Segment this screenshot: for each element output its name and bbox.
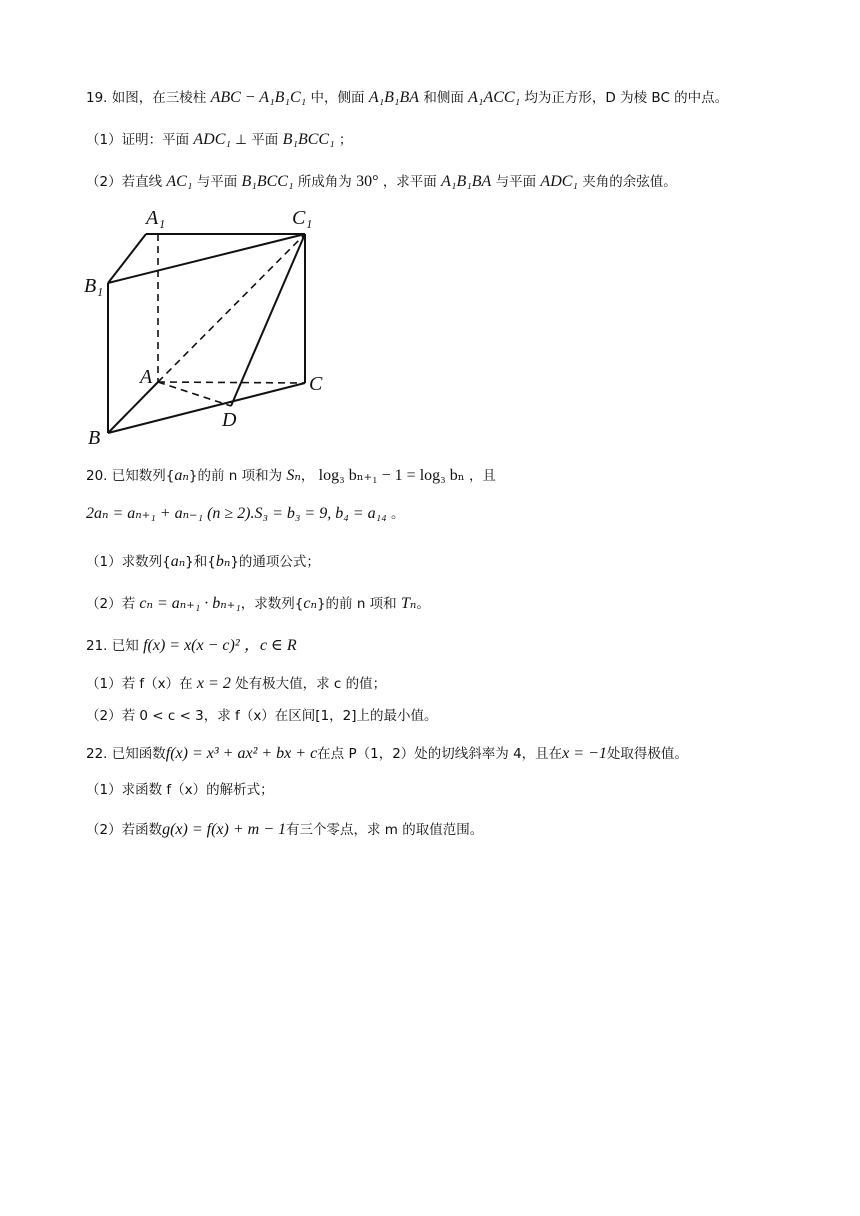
q20-p2-end: 。: [416, 596, 430, 612]
q20-p2-mid2: }的前 n 项和: [316, 596, 397, 612]
q19-p2-mid: 与平面: [196, 174, 238, 190]
q19-stem: [86, 86, 728, 107]
label-D: D: [222, 409, 237, 431]
q19-p1-label: （1）证明：平面: [86, 132, 190, 148]
q20-rec: 2aₙ = aₙ₊₁ + aₙ₋₁ (n ≥ 2).S₃ = b₃ = 9, b₄ = a₁₄: [86, 505, 387, 522]
q20-log-eq: log₃ bₙ₊₁ − 1 = log₃ bₙ: [318, 467, 465, 484]
q19-p2-angle: 30°: [356, 173, 379, 190]
q21-cond: ，c ∈ R: [243, 637, 297, 654]
q19-p2-line: AC₁: [166, 173, 193, 190]
q20-rec-end: 。: [391, 506, 405, 522]
q22-part1: [86, 778, 274, 798]
q21-func: f(x) = x(x − c)²: [143, 637, 240, 654]
q22-part2: [86, 818, 483, 839]
hidden-edge-A-D: [158, 382, 231, 406]
q19-number: 19.: [86, 90, 108, 106]
q21-p1-label: （1）若 f（x）在: [86, 676, 193, 692]
label-B1: B₁: [84, 275, 104, 297]
q22-stem: [86, 742, 688, 763]
q19-p2-with: 与平面: [495, 174, 537, 190]
label-C: C: [309, 373, 323, 395]
q22-p2-label: （2）若函数: [86, 822, 163, 838]
q20-part1: [86, 550, 320, 571]
q21-stem: [86, 632, 297, 655]
q22-p2-end: 有三个零点，求 m 的取值范围。: [286, 822, 484, 838]
label-A1: A₁: [146, 207, 166, 229]
q20-intro-a: 已知数列{: [111, 468, 175, 484]
q19-p2-plane3: A₁B₁BA: [441, 173, 492, 190]
q20-intro-b: }的前 n 项和为: [188, 468, 283, 484]
q20-comma: ，: [300, 468, 315, 484]
prism-figure: [80, 200, 340, 450]
hidden-edge-A-C: [158, 382, 305, 383]
q21-intro: 已知: [111, 638, 139, 654]
q19-prism: ABC − A₁B₁C₁: [210, 89, 307, 106]
q22-p1: （1）求函数 f（x）的解析式；: [86, 782, 274, 798]
q19-face2: A₁ACC₁: [468, 89, 521, 106]
q22-func: f(x) = x³ + ax² + bx + c: [165, 745, 318, 762]
q20-part2: [86, 592, 430, 613]
label-A: A: [140, 366, 153, 388]
q19-p2-end: 夹角的余弦值。: [582, 174, 677, 190]
q20-sum: Sₙ: [286, 467, 301, 484]
q19-intro-a: 如图，在三棱柱: [111, 90, 207, 106]
label-C1: C₁: [292, 207, 313, 229]
q20-p2-c: cₙ = aₙ₊₁ · bₙ₊₁: [139, 595, 241, 612]
q22-mid: 在点 P（1，2）处的切线斜率为 4，且在: [317, 746, 563, 762]
q19-part1: [86, 128, 352, 149]
q22-intro: 已知函数: [111, 746, 166, 762]
q19-part2: [86, 170, 677, 191]
q21-p1-end: 处有极大值，求 c 的值；: [235, 676, 387, 692]
edge-B-C: [108, 383, 305, 433]
q19-intro-c: 和侧面: [423, 90, 464, 106]
q20-p2-T: Tₙ: [400, 595, 417, 612]
q20-seq-a: aₙ: [174, 467, 189, 484]
q20-p2-cn: cₙ: [303, 595, 317, 612]
label-B: B: [88, 427, 101, 449]
q19-p1-plane2: B₁BCC₁: [282, 131, 335, 148]
edge-B1-C1: [108, 234, 305, 283]
edge-B-A: [108, 382, 158, 433]
q19-face1: A₁B₁BA: [368, 89, 420, 106]
q22-p2-g: g(x) = f(x) + m − 1: [162, 821, 286, 838]
q22-number: 22.: [86, 746, 108, 762]
q19-intro-d: 均为正方形，D 为棱 BC 的中点。: [524, 90, 729, 106]
q20-p1-a: aₙ: [170, 553, 186, 570]
q21-p1-x: x = 2: [196, 675, 231, 692]
q22-end: 处取得极值。: [606, 746, 688, 762]
edge-C1-D: [231, 234, 305, 406]
q20-recurrence: [86, 502, 405, 523]
q19-p1-perp: ⊥ 平面: [235, 132, 279, 148]
q20-p1-mid: }和{: [185, 554, 216, 570]
q21-number: 21.: [86, 638, 108, 654]
q20-stem: [86, 464, 496, 485]
q20-p1-label: （1）求数列{: [86, 554, 171, 570]
q21-part2: [86, 704, 438, 724]
q19-p1-plane1: ADC₁: [193, 131, 231, 148]
hidden-edge-A-C1: [158, 234, 305, 382]
q20-and: ，且: [468, 468, 496, 484]
q20-p1-b: bₙ: [215, 553, 231, 570]
q20-p1-end: }的通项公式；: [230, 554, 320, 570]
q21-p2: （2）若 0 < c < 3，求 f（x）在区间[1，2]上的最小值。: [86, 708, 438, 724]
q19-p2-label: （2）若直线: [86, 174, 163, 190]
q19-p1-end: ；: [338, 132, 353, 148]
q20-number: 20.: [86, 468, 108, 484]
q22-x: x = −1: [562, 745, 607, 762]
q20-p2-mid: ，求数列{: [240, 596, 304, 612]
q19-p2-plane4: ADC₁: [540, 173, 578, 190]
q20-p2-label: （2）若: [86, 596, 136, 612]
q19-p2-plane: B₁BCC₁: [241, 173, 294, 190]
q19-p2-ask: ，求平面: [382, 174, 437, 190]
q19-p2-angle-text: 所成角为: [297, 174, 352, 190]
q21-part1: [86, 672, 386, 693]
q19-intro-b: 中，侧面: [310, 90, 365, 106]
